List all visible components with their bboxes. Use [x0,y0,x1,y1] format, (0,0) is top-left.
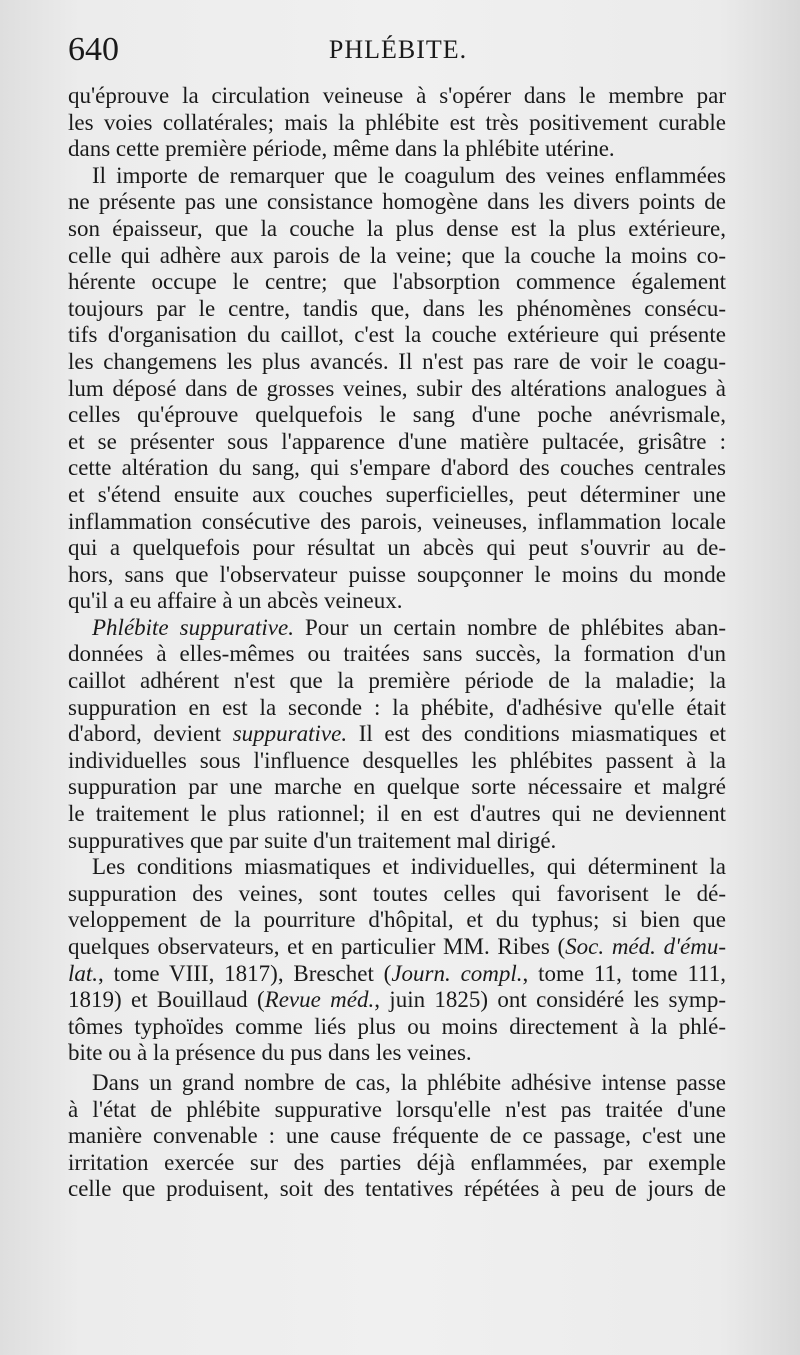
text-line: Les conditions miasmatiques et individuelles, qui déterminent la [92,854,726,880]
text-line: suppuration en est la seconde : la phébite, d'adhésive qu'elle était [68,694,726,720]
text-line: d'abord, devient suppurative. Il est des conditions miasmatiques et [68,721,726,747]
text-line: ne présente pas une consistance homogène dans les divers points de [68,189,726,215]
page-number: 640 [68,31,119,68]
text-line: celle que produisent, soit des tentatives répétées à peu de jours de [68,1176,726,1202]
text-line: les changemens les plus avancés. Il n'est pas rare de voir le coagu- [68,348,726,374]
text-line: manière convenable : une cause fréquente de ce passage, c'est une [68,1123,726,1149]
text-line: son épaisseur, que la couche la plus dense est la plus extérieure, [68,215,726,241]
text-line: les voies collatérales; mais la phlébite est très positivement curable [68,109,726,135]
text-line: 1819) et Bouillaud (Revue méd., juin 1825) ont considéré les symp- [68,987,726,1013]
text-line: Dans un grand nombre de cas, la phlébite adhésive intense passe [92,1069,726,1095]
text-line: suppuratives que par suite d'un traitement mal dirigé. [68,827,557,853]
text-line: Phlébite suppurative. Pour un certain nombre de phlébites aban- [92,614,726,640]
text-line: toujours par le centre, tandis que, dans les phénomènes consécu- [68,295,726,321]
text-line: quelques observateurs, et en particulier MM. Ribes (Soc. méd. d'ému- [68,934,726,959]
text-line: et s'étend ensuite aux couches superficielles, peut déterminer une [68,481,726,507]
text-line: qui a quelquefois pour résultat un abcès qui peut s'ouvrir au de- [68,535,726,561]
text-line: tifs d'organisation du caillot, c'est la couche extérieure qui présente [68,322,726,348]
text-line: Il importe de remarquer que le coagulum des veines enflammées [92,162,726,188]
text-line: à l'état de phlébite suppurative lorsqu'elle n'est pas traitée d'une [68,1096,726,1122]
text-line: irritation exercée sur des parties déjà enflammées, par exemple [68,1149,726,1175]
text-line: suppuration des veines, sont toutes celles qui favorisent le dé- [68,880,726,906]
text-line: hérente occupe le centre; que l'absorption commence également [68,269,726,295]
text-line: celle qui adhère aux parois de la veine; que la couche la moins co- [68,242,726,268]
text-line: veloppement de la pourriture d'hôpital, et du typhus; si bien que [68,907,726,933]
text-line: bite ou à la présence du pus dans les veines. [68,1040,472,1066]
text-line: lum déposé dans de grosses veines, subir des altérations analogues à [68,375,726,401]
text-line: suppuration par une marche en quelque sorte nécessaire et malgré [68,774,726,800]
text-line: tômes typhoïdes comme liés plus ou moins directement à la phlé- [68,1013,726,1039]
text-line: et se présenter sous l'apparence d'une matière pultacée, grisâtre : [68,428,726,454]
text-line: dans cette première période, même dans la phlébite utérine. [68,136,615,162]
running-title: PHLÉBITE. [328,35,468,64]
text-line: données à elles-mêmes ou traitées sans succès, la formation d'un [68,641,726,667]
text-line: celles qu'éprouve quelquefois le sang d'une poche anévrismale, [68,402,726,428]
section-heading: Phlébite suppurative. [92,614,294,640]
text-line: cette altération du sang, qui s'empare d'abord des couches centrales [68,455,726,481]
text-line: caillot adhérent n'est que la première période de la maladie; la [68,668,726,694]
text-line: qu'éprouve la circulation veineuse à s'opérer dans le membre par [68,83,726,108]
text-line: le traitement le plus rationnel; il en est d'autres qui ne deviennent [68,801,726,827]
page-header [68,30,728,70]
text-line: inflammation consécutive des parois, veineuses, inflammation locale [68,508,726,534]
text-line: hors, sans que l'observateur puisse soupçonner le moins du monde [68,561,726,587]
body-text [68,83,726,1203]
text-line: lat., tome VIII, 1817), Breschet (Journ. compl., tome 11, tome 111, [68,960,726,986]
text-line: qu'il a eu affaire à un abcès veineux. [68,588,403,614]
text-line: individuelles sous l'influence desquelles les phlébites passent à la [68,747,726,773]
